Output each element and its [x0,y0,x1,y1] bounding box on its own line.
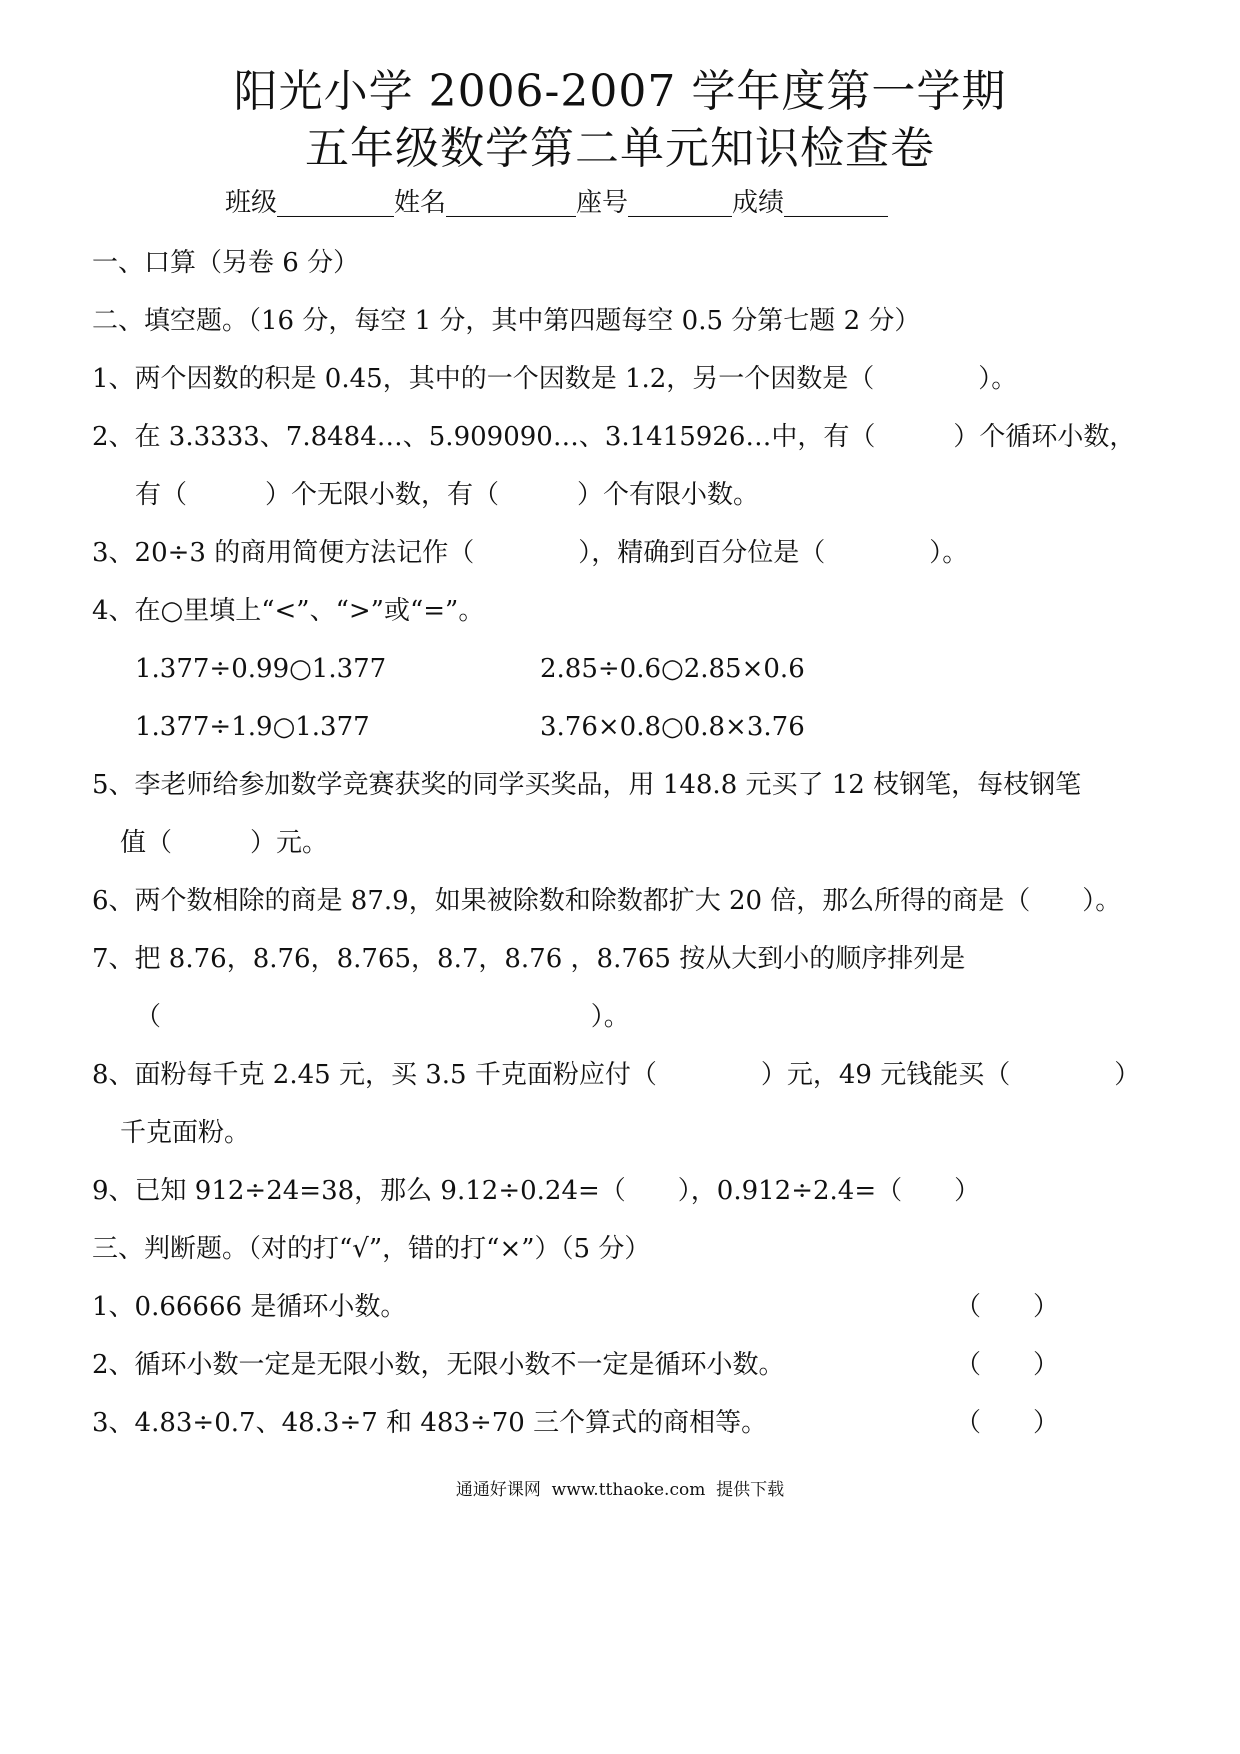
question-4-stem: 4、在○里填上“<”、“>”或“=”。 [92,596,485,626]
question-4-item-b: 2.85÷0.6○2.85×0.6 [540,654,805,684]
judgment-2-bracket: （ ） [955,1350,1060,1380]
question-8-line1: 8、面粉每千克 2.45 元，买 3.5 千克面粉应付（ ）元，49 元钱能买（ ） [92,1060,1141,1090]
student-info-line: 班级_________姓名__________座号________成绩________ [225,188,889,218]
question-4-item-c: 1.377÷1.9○1.377 [135,712,370,742]
question-5-line1: 5、李老师给参加数学竞赛获奖的同学买奖品，用 148.8 元买了 12 枝钢笔，每枝钢笔 [92,770,1082,800]
judgment-3: 3、4.83÷0.7、48.3÷7 和 483÷70 三个算式的商相等。 [92,1408,768,1438]
question-5-line2: 值（ ）元。 [120,828,329,858]
question-4-item-d: 3.76×0.8○0.8×3.76 [540,712,805,742]
question-9: 9、已知 912÷24=38，那么 9.12÷0.24=（ ），0.912÷2.4=（ ） [92,1176,981,1206]
judgment-1: 1、0.66666 是循环小数。 [92,1292,407,1322]
question-8-line2: 千克面粉。 [120,1118,251,1148]
question-7-line2: （ ）。 [135,1002,630,1032]
page-title-line1: 阳光小学 2006-2007 学年度第一学期 [233,66,1007,117]
question-4-item-a: 1.377÷0.99○1.377 [135,654,387,684]
judgment-3-bracket: （ ） [955,1408,1060,1438]
section2-heading: 二、填空题。（16 分，每空 1 分，其中第四题每空 0.5 分第七题 2 分） [92,306,921,336]
footer-credit: 通通好课网 www.tthaoke.com 提供下载 [455,1480,785,1500]
question-2-line1: 2、在 3.3333、7.8484…、5.909090…、3.1415926…中，有（ ）个循环小数， [92,422,1136,452]
judgment-2: 2、循环小数一定是无限小数，无限小数不一定是循环小数。 [92,1350,785,1380]
question-7-line1: 7、把 8.76，8.76，8.765，8.7，8.76 ，8.765 按从大到小的顺序排列是 [92,944,966,974]
section3-heading: 三、判断题。（对的打“√”，错的打“×”）（5 分） [92,1234,651,1264]
question-2-line2: 有（ ）个无限小数，有（ ）个有限小数。 [135,480,760,510]
page-title-line2: 五年级数学第二单元知识检查卷 [305,123,935,174]
section1-heading: 一、口算（另卷 6 分） [92,248,360,278]
judgment-1-bracket: （ ） [955,1292,1060,1322]
question-1: 1、两个因数的积是 0.45，其中的一个因数是 1.2，另一个因数是（ ）。 [92,364,1018,394]
question-6: 6、两个数相除的商是 87.9，如果被除数和除数都扩大 20 倍，那么所得的商是（ ）。 [92,886,1122,916]
question-3: 3、20÷3 的商用简便方法记作（ ），精确到百分位是（ ）。 [92,538,969,568]
